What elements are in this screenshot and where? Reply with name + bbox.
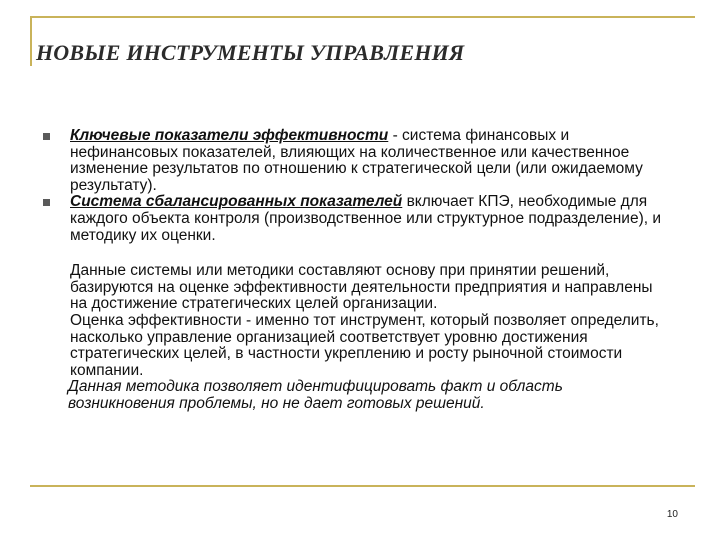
square-bullet-icon xyxy=(43,199,50,206)
kpi-term: Ключевые показатели эффективности xyxy=(70,127,389,144)
slide-content xyxy=(40,128,670,413)
bullet-kpi xyxy=(40,128,670,194)
bsc-term: Система сбалансированных показателей xyxy=(70,193,403,211)
bottom-border-line xyxy=(30,485,695,487)
kpi-definition: - система финансовых и нефинансовых показателей, влияющих на количественное или качественное изменение результатов по отношению к стратегической цели (или ожидаемому результату). xyxy=(70,127,643,194)
slide-title: НОВЫЕ ИНСТРУМЕНТЫ УПРАВЛЕНИЯ xyxy=(36,40,465,65)
page-number: 10 xyxy=(666,509,678,520)
bsc-definition: включает КПЭ, необходимые для каждого объекта контроля (производственное или структурное подразделение), и методику их оценки. xyxy=(70,193,662,244)
paragraph-evaluation: Оценка эффективности - именно тот инструмент, который позволяет определить, насколько управление организацией соответствует уровню достижения стратегических целей, в частности укреплению и росту рыночной стоимости компании. xyxy=(70,311,659,379)
left-border-line xyxy=(30,16,32,66)
square-bullet-icon xyxy=(43,133,50,140)
top-border-line xyxy=(30,16,695,18)
paragraph-methods-basis: Данные системы или методики составляют основу при принятии решений, базируются на оценке эффективности деятельности предприятия и направлены на достижение стратегических целей организации. xyxy=(70,262,653,313)
bullet-bsc xyxy=(40,194,670,244)
italic-note: Данная методика позволяет идентифицировать факт и область возникновения проблемы, но не дает готовых решений. xyxy=(68,378,563,412)
